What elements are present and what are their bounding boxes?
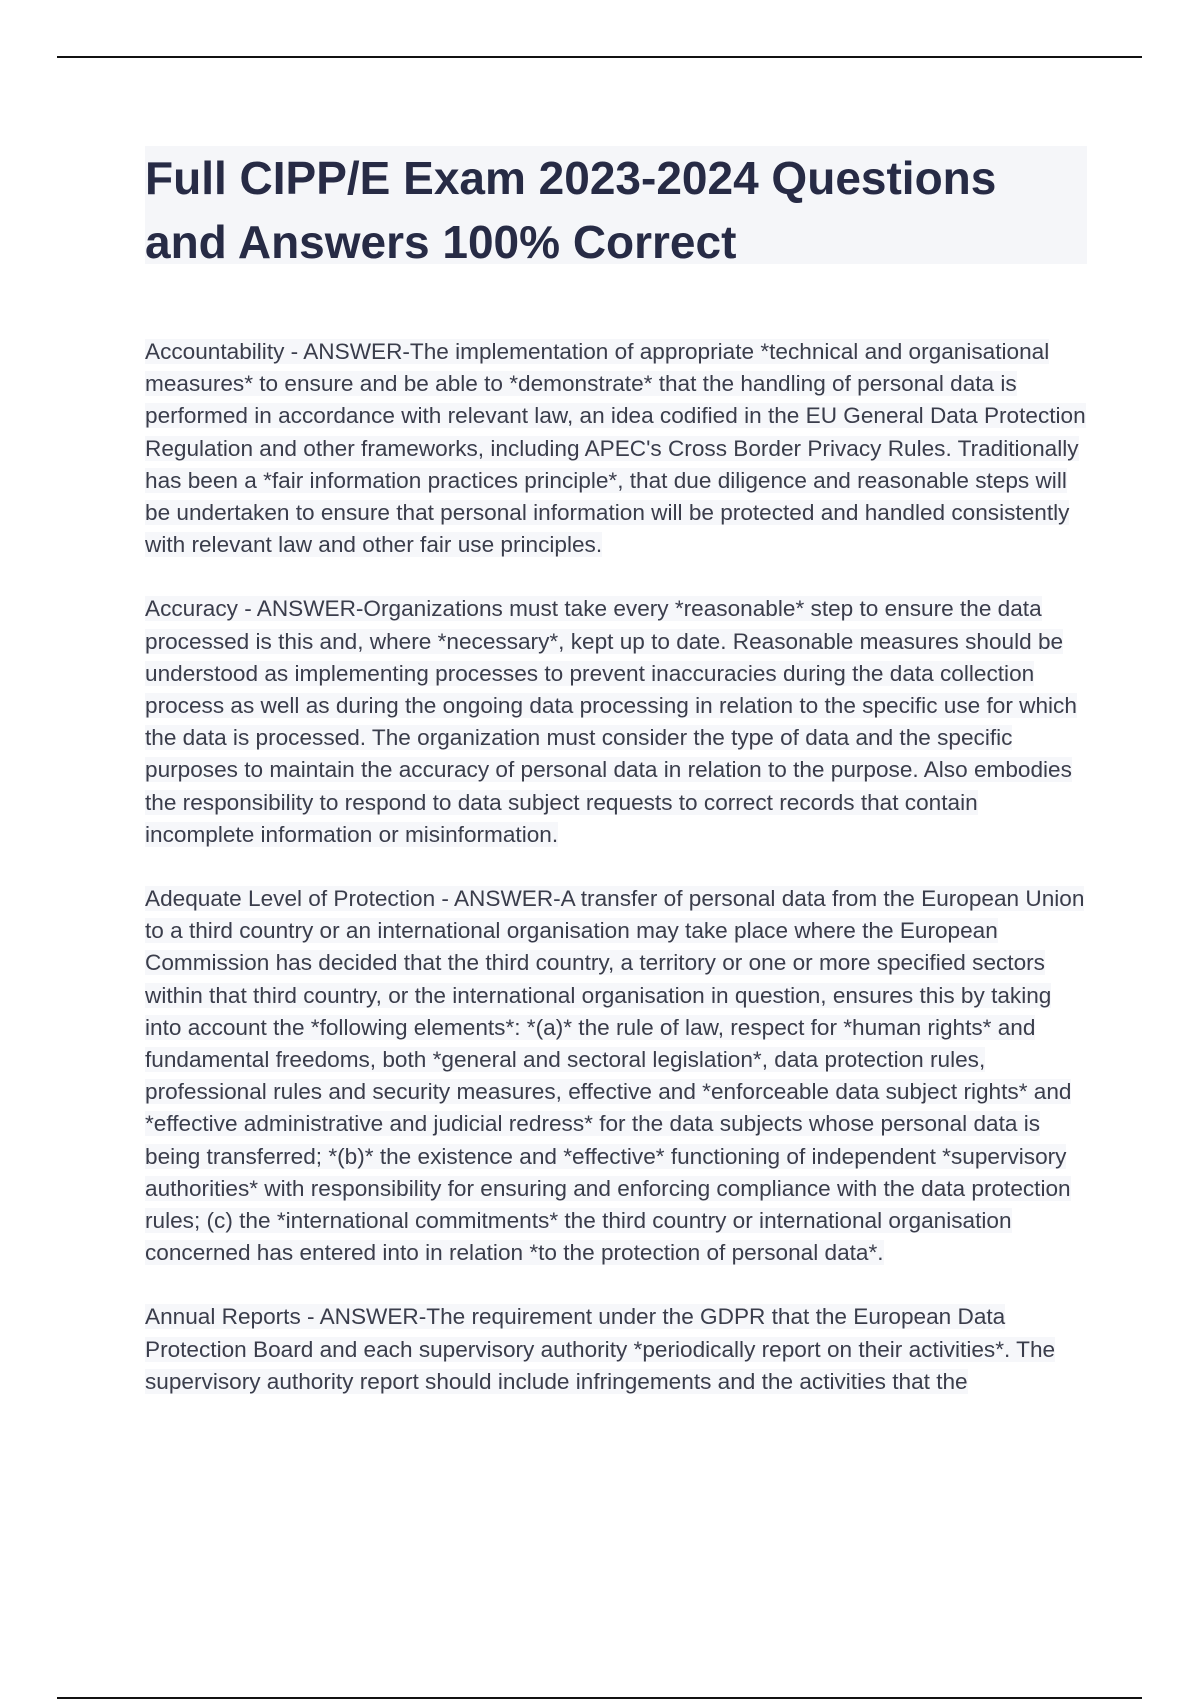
document-body bbox=[145, 336, 1090, 1430]
document-title: Full CIPP/E Exam 2023-2024 Questions and Answers 100% Correct bbox=[145, 152, 997, 268]
entry-accountability bbox=[145, 336, 1090, 561]
entry-text: Accountability - ANSWER-The implementation of appropriate *technical and organisational measures* to ensure and be able to *demonstrate* that the handling of personal data is performed in accordance with relevant law, an idea codified in the EU General Data Protection Regulation and other frameworks, including APEC's Cross Border Privacy Rules. Traditionally has been a *fair information practices principle*, that due diligence and reasonable steps will be undertaken to ensure that personal information will be protected and handled consistently with relevant law and other fair use principles. bbox=[145, 339, 1086, 558]
entry-adequate-level-of-protection bbox=[145, 883, 1090, 1269]
entry-annual-reports bbox=[145, 1301, 1090, 1398]
entry-text: Accuracy - ANSWER-Organizations must take every *reasonable* step to ensure the data processed is this and, where *necessary*, kept up to date. Reasonable measures should be understood as implementing processes to prevent inaccuracies during the data collection process as well as during the ongoing data processing in relation to the specific use for which the data is processed. The organization must consider the type of data and the specific purposes to maintain the accuracy of personal data in relation to the purpose. Also embodies the responsibility to respond to data subject requests to correct records that contain incomplete information or misinformation. bbox=[145, 596, 1077, 847]
title-block bbox=[145, 146, 1087, 268]
entry-text: Annual Reports - ANSWER-The requirement under the GDPR that the European Data Protection Board and each supervisory authority *periodically report on their activities*. The supervisory authority report should include infringements and the activities that the bbox=[145, 1304, 1056, 1394]
top-rule bbox=[57, 56, 1142, 58]
entry-text: Adequate Level of Protection - ANSWER-A transfer of personal data from the European Union to a third country or an international organisation may take place where the European Commission has decided that the third country, a territory or one or more specified sectors within that third country, or the international organisation in question, ensures this by taking into account the *following elements*: *(a)* the rule of law, respect for *human rights* and fundamental freedoms, both *general and sectoral legislation*, data protection rules, professional rules and security measures, effective and *enforceable data subject rights* and *effective administrative and judicial redress* for the data subjects whose personal data is being transferred; *(b)* the existence and *effective* functioning of independent *supervisory authorities* with responsibility for ensuring and enforcing compliance with the data protection rules; (c) the *international commitments* the third country or international organisation concerned has entered into in relation *to the protection of personal data*. bbox=[145, 886, 1085, 1266]
bottom-rule bbox=[57, 1697, 1142, 1699]
entry-accuracy bbox=[145, 593, 1090, 851]
